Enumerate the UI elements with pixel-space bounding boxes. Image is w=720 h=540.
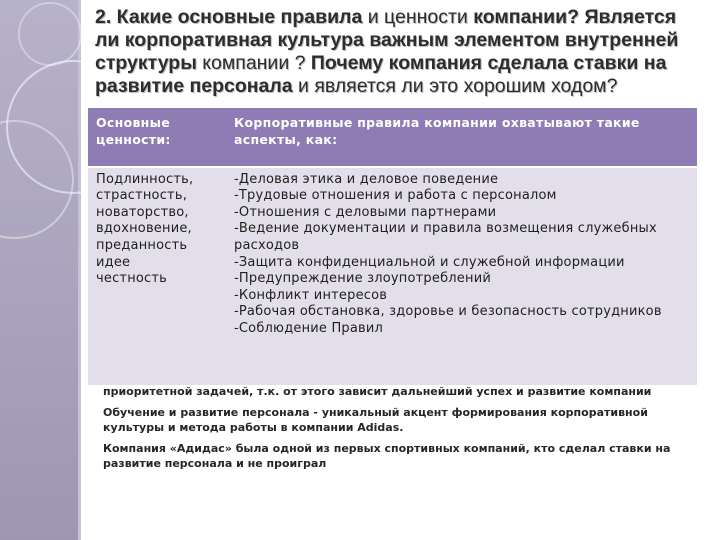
values-rules-table xyxy=(88,108,697,385)
rule-item: -Деловая этика и деловое поведение xyxy=(234,171,499,187)
paragraph: Обучение и развитие персонала - уникальный акцент формирования корпоративной культуры и метода работы в компании Adidas. xyxy=(103,406,648,434)
value-item: Подлинность, xyxy=(96,171,194,187)
title-part: и ценности xyxy=(362,6,474,28)
decorative-ring xyxy=(18,2,82,66)
rule-item: -Трудовые отношения и работа с персоналом xyxy=(234,188,557,204)
title-part: компании ? xyxy=(196,52,311,74)
rule-item: -Защита конфиденциальной и служебной информации xyxy=(234,254,625,270)
header-rules: Корпоративные правила компании охватывают такие аспекты, как: xyxy=(226,108,697,167)
rule-item: -Отношения с деловыми партнерами xyxy=(234,204,497,220)
value-item: идее xyxy=(96,254,131,270)
value-item: честность xyxy=(96,271,168,287)
rule-item: -Соблюдение Правил xyxy=(234,321,384,336)
rule-item: -Конфликт интересов xyxy=(234,287,388,303)
table-row xyxy=(88,167,697,385)
value-item: вдохновение, xyxy=(96,221,192,237)
value-item: преданность xyxy=(96,238,188,254)
rule-item: -Ведение документации и правила возмещения служебных расходов xyxy=(234,221,657,254)
title-part: Почему компания сделала ставки на развитие персонала xyxy=(95,52,667,97)
title-part: и является ли это хорошим ходом? xyxy=(292,75,618,97)
rules-cell xyxy=(226,167,697,385)
value-item: новаторство, xyxy=(96,204,189,220)
title-part: 2. Какие основные правила xyxy=(95,6,363,28)
slide-title xyxy=(95,6,705,98)
rule-item: -Предупреждение злоупотреблений xyxy=(234,271,491,287)
title-part: компании? Является ли корпоративная культура важным элементом внутренней структуры xyxy=(95,6,679,74)
paragraph: приоритетной задачей, т.к. от этого зависит дальнейший успех и развитие компании xyxy=(103,385,652,398)
header-values: Основные ценности: xyxy=(88,108,226,167)
table-header-row xyxy=(88,108,697,167)
paragraph: Компания «Адидас» была одной из первых спортивных компаний, кто сделал ставки на развитие персонала и не проиграл xyxy=(103,442,671,470)
body-text xyxy=(103,384,693,477)
value-item: страстность, xyxy=(96,188,188,204)
rule-item: -Рабочая обстановка, здоровье и безопасность сотрудников xyxy=(234,304,662,320)
values-cell xyxy=(88,167,226,385)
